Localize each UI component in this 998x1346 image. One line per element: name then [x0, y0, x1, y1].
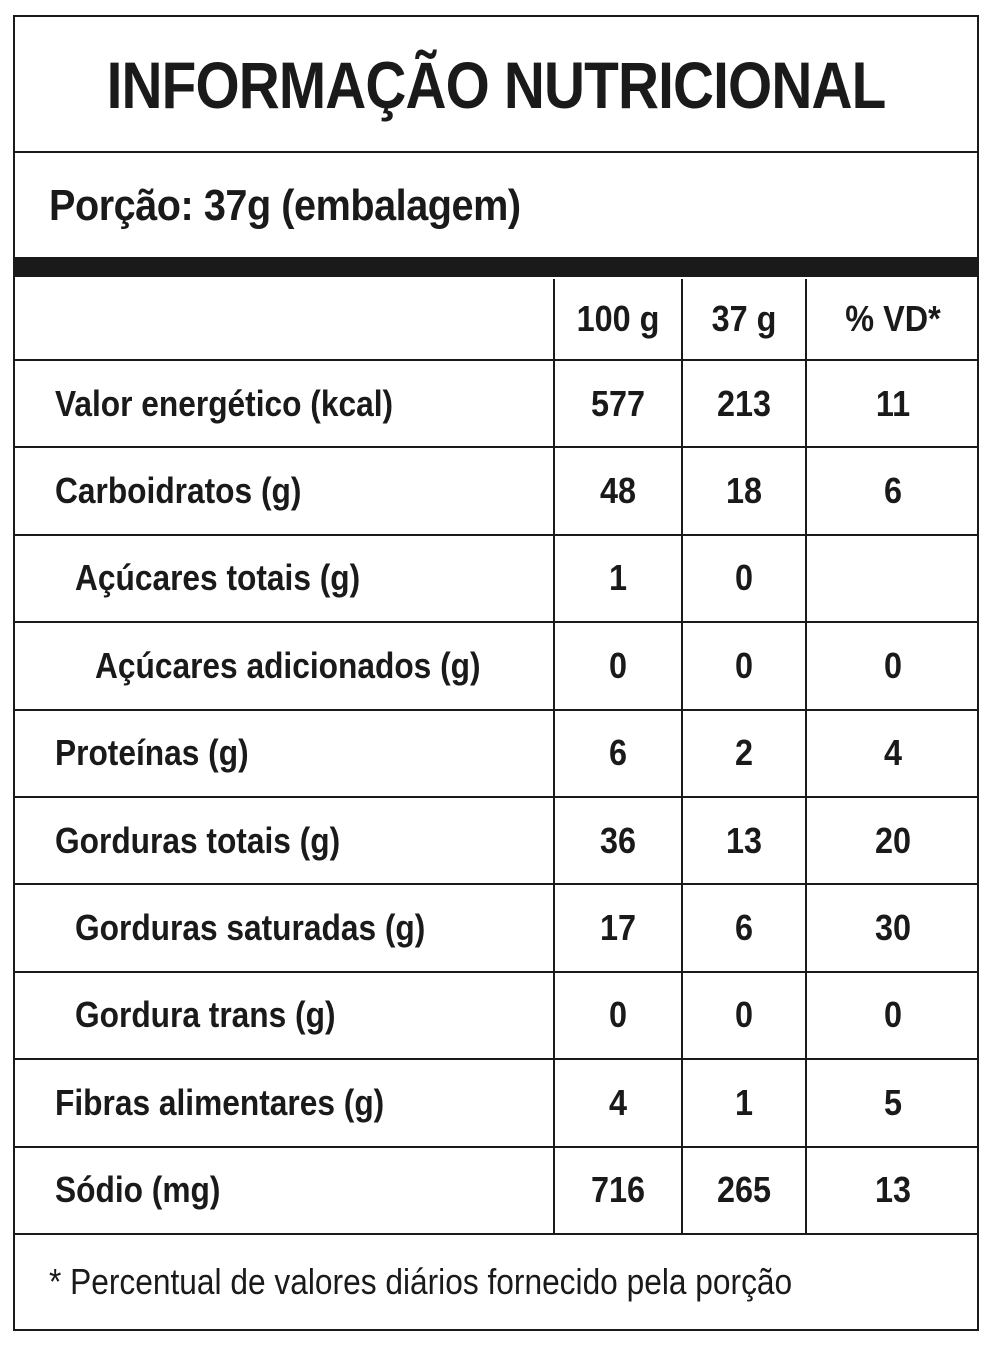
footnote: * Percentual de valores diários fornecido pela porção: [49, 1261, 793, 1302]
table-row: [15, 711, 977, 798]
nutrient-name: Valor energético (kcal): [55, 382, 394, 424]
value-daily-percent: 5: [805, 1060, 979, 1145]
value-per-portion: 213: [681, 361, 805, 446]
value-per-portion: 6: [681, 885, 805, 970]
nutrient-name: Carboidratos (g): [55, 470, 302, 512]
nutrient-name: Sódio (mg): [55, 1169, 221, 1211]
value-per-100g: 6: [553, 711, 681, 796]
value-daily-percent: 13: [805, 1148, 979, 1233]
header-nutrient: [15, 279, 553, 359]
value-per-portion: 2: [681, 711, 805, 796]
table-row: [15, 361, 977, 448]
table-header-row: [15, 279, 977, 361]
value-per-portion: 265: [681, 1148, 805, 1233]
value-per-portion: 0: [681, 973, 805, 1058]
table-row: [15, 623, 977, 710]
value-per-100g: 48: [553, 448, 681, 533]
value-per-portion: 0: [681, 623, 805, 708]
header-per-portion: 37 g: [681, 279, 805, 359]
header-per-100g: 100 g: [553, 279, 681, 359]
nutrient-name: Açúcares totais (g): [75, 557, 361, 599]
header-daily-value: % VD*: [805, 279, 979, 359]
nutrient-name: Proteínas (g): [55, 732, 249, 774]
value-daily-percent: 20: [805, 798, 979, 883]
table-row: [15, 885, 977, 972]
value-per-100g: 0: [553, 973, 681, 1058]
table-row: [15, 1060, 977, 1147]
table-row: [15, 448, 977, 535]
value-per-portion: 0: [681, 536, 805, 621]
value-daily-percent: 11: [805, 361, 979, 446]
label-title: INFORMAÇÃO NUTRICIONAL: [106, 48, 886, 122]
value-per-100g: 36: [553, 798, 681, 883]
portion-size: Porção: 37g (embalagem): [49, 181, 521, 230]
value-per-100g: 0: [553, 623, 681, 708]
value-daily-percent: 0: [805, 973, 979, 1058]
nutrient-name: Gorduras saturadas (g): [75, 907, 426, 949]
nutrition-label: [13, 15, 979, 1331]
value-daily-percent: 4: [805, 711, 979, 796]
value-per-100g: 716: [553, 1148, 681, 1233]
value-daily-percent: 0: [805, 623, 979, 708]
value-daily-percent: [805, 536, 979, 621]
value-per-portion: 18: [681, 448, 805, 533]
table-row: [15, 973, 977, 1060]
nutrient-name: Gorduras totais (g): [55, 819, 341, 861]
value-daily-percent: 30: [805, 885, 979, 970]
table-row: [15, 536, 977, 623]
table-row: [15, 798, 977, 885]
value-per-portion: 13: [681, 798, 805, 883]
thick-divider: [15, 257, 977, 277]
value-per-100g: 17: [553, 885, 681, 970]
nutrient-name: Fibras alimentares (g): [55, 1081, 385, 1123]
value-per-100g: 4: [553, 1060, 681, 1145]
table-row: [15, 1148, 977, 1235]
nutrient-name: Açúcares adicionados (g): [95, 644, 481, 686]
nutrient-name: Gordura trans (g): [75, 994, 336, 1036]
value-per-100g: 577: [553, 361, 681, 446]
value-per-100g: 1: [553, 536, 681, 621]
title-divider: [15, 151, 977, 153]
value-daily-percent: 6: [805, 448, 979, 533]
value-per-portion: 1: [681, 1060, 805, 1145]
